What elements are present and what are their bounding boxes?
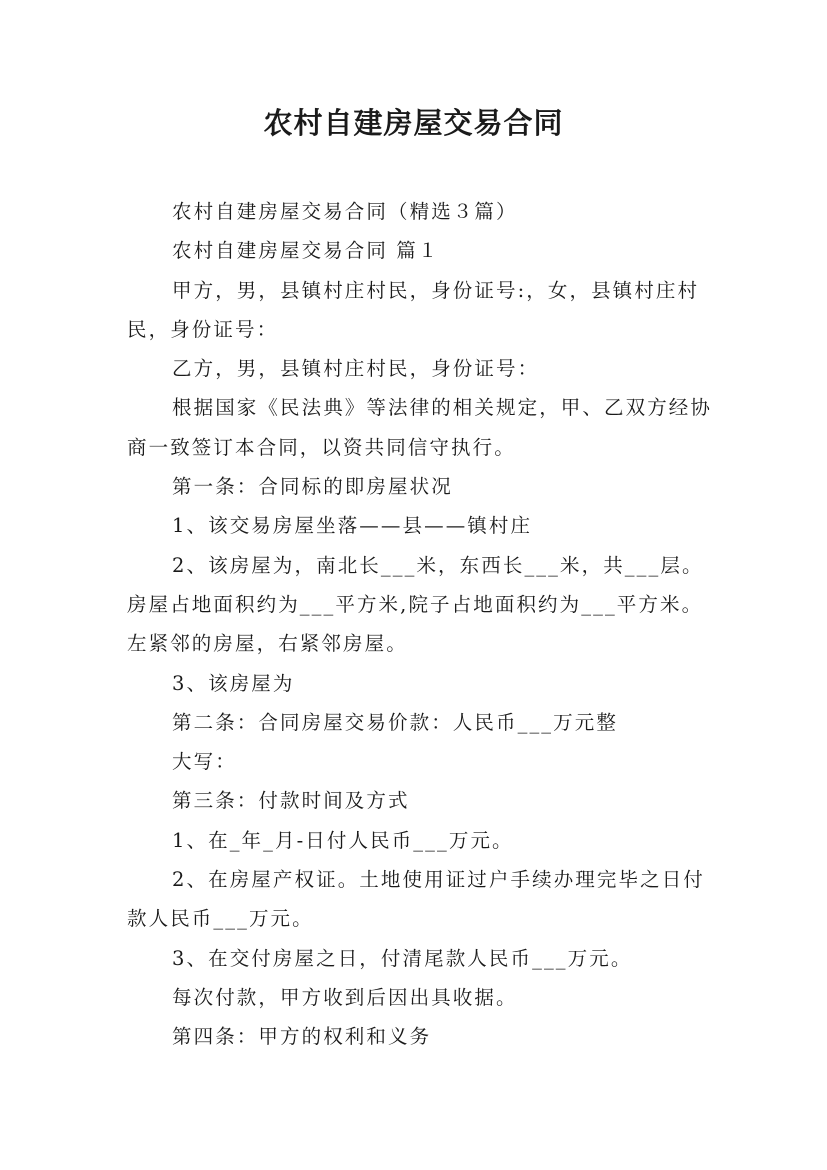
paragraph-article-2: 第二条：合同房屋交易价款：人民币___万元整 [172,710,618,734]
paragraph-collection-heading: 农村自建房屋交易合同（精选３篇） [172,200,518,223]
paragraph-article-1: 第一条：合同标的即房屋状况 [172,475,453,499]
paragraph-article-3-item-3: 3、在交付房屋之日，付清尾款人民币___万元。 [172,946,633,970]
paragraph-article-1-item-3: 3、该房屋为 [172,671,295,695]
paragraph-article-4: 第四条：甲方的权利和义务 [172,1025,432,1049]
document-title: 农村自建房屋交易合同 [263,106,564,140]
paragraph-preamble: 根据国家《民法典》等法律的相关规定，甲、乙双方经协商一致签订本合同，以资共同信守执行。 [127,396,713,459]
paragraph-article-3-item-2: 2、在房屋产权证。土地使用证过户手续办理完毕之日付款人民币___万元。 [127,868,705,931]
paragraph-part-heading: 农村自建房屋交易合同 篇１ [172,239,440,263]
paragraph-article-3: 第三条：付款时间及方式 [172,789,410,813]
paragraph-article-1-item-1: 1、该交易房屋坐落——县——镇村庄 [172,514,533,538]
paragraph-article-3-item-1: 1、在_年_月-日付人民币___万元。 [172,828,514,852]
paragraph-article-1-item-2: 2、该房屋为，南北长___米，东西长___米，共___层。房屋占地面积约为___平方米,院子占地面积约为___平方米。左紧邻的房屋，右紧邻房屋。 [127,553,704,656]
paragraph-capitalized-amount: 大写： [172,750,237,774]
paragraph-party-b: 乙方，男，县镇村庄村民，身份证号： [172,357,540,381]
paragraph-receipt-note: 每次付款，甲方收到后因出具收据。 [172,985,518,1009]
document-body [127,192,717,1057]
paragraph-party-a: 甲方，男，县镇村庄村民，身份证号:，女，县镇村庄村民，身份证号： [127,278,700,341]
